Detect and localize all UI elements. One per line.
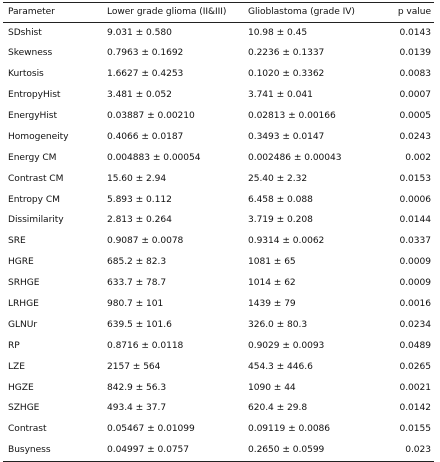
parameter-cell: Contrast CM (8, 173, 64, 184)
lower-grade-value-cell: 0.03887 ± 0.00210 (107, 110, 195, 121)
parameter-cell: RP (8, 340, 20, 351)
glioblastoma-value-cell: 326.0 ± 80.3 (248, 319, 308, 330)
table-row (3, 399, 434, 420)
p-value-cell: 0.0155 (399, 424, 431, 435)
p-value-cell: 0.0007 (399, 90, 431, 101)
parameter-cell: SDshist (8, 27, 42, 38)
lower-grade-value-cell: 0.7963 ± 0.1692 (107, 48, 184, 59)
p-value-cell: 0.0083 (399, 69, 431, 80)
glioblastoma-value-cell: 0.09119 ± 0.0086 (248, 424, 331, 435)
table-header (3, 3, 434, 23)
glioblastoma-value-cell: 1081 ± 65 (248, 257, 296, 268)
table-row (3, 85, 434, 106)
p-value-cell: 0.0337 (399, 236, 431, 247)
glioma-parameter-table (3, 2, 434, 462)
table-row (3, 169, 434, 190)
parameter-cell: SRE (8, 236, 26, 247)
lower-grade-value-cell: 1.6627 ± 0.4253 (107, 69, 184, 80)
lower-grade-value-cell: 15.60 ± 2.94 (107, 173, 167, 184)
table-row (3, 211, 434, 232)
p-value-cell: 0.0021 (399, 382, 431, 393)
p-value-cell: 0.0009 (399, 257, 431, 268)
lower-grade-value-cell: 0.4066 ± 0.0187 (107, 131, 184, 142)
lower-grade-value-cell: 0.05467 ± 0.01099 (107, 424, 195, 435)
header-glioblastoma: Glioblastoma (grade IV) (248, 6, 355, 17)
table-row (3, 64, 434, 85)
p-value-cell: 0.0009 (399, 278, 431, 289)
p-value-cell: 0.0016 (399, 298, 431, 309)
table-row (3, 273, 434, 294)
parameter-cell: Kurtosis (8, 69, 44, 80)
table-row (3, 252, 434, 273)
parameter-cell: HGZE (8, 382, 34, 393)
p-value-cell: 0.0489 (399, 340, 431, 351)
lower-grade-value-cell: 980.7 ± 101 (107, 298, 164, 309)
lower-grade-value-cell: 5.893 ± 0.112 (107, 194, 172, 205)
table-row (3, 378, 434, 399)
p-value-cell: 0.0143 (399, 27, 431, 38)
header-p-value: p value (397, 6, 431, 17)
p-value-cell: 0.0243 (399, 131, 431, 142)
parameter-cell: SRHGE (8, 278, 40, 289)
lower-grade-value-cell: 0.004883 ± 0.00054 (107, 152, 201, 163)
table-body (3, 23, 434, 462)
glioblastoma-value-cell: 10.98 ± 0.45 (248, 27, 308, 38)
p-value-cell: 0.0142 (399, 403, 431, 414)
parameter-cell: EntropyHist (8, 90, 61, 101)
parameter-cell: LZE (8, 361, 25, 372)
glioblastoma-value-cell: 0.1020 ± 0.3362 (248, 69, 325, 80)
p-value-cell: 0.0265 (399, 361, 431, 372)
header-lower-grade-glioma: Lower grade glioma (II&III) (107, 6, 227, 17)
glioblastoma-value-cell: 1090 ± 44 (248, 382, 296, 393)
glioblastoma-value-cell: 0.9029 ± 0.0093 (248, 340, 325, 351)
table-row (3, 148, 434, 169)
glioblastoma-value-cell: 0.3493 ± 0.0147 (248, 131, 325, 142)
parameter-cell: HGRE (8, 257, 34, 268)
glioblastoma-value-cell: 0.002486 ± 0.00043 (248, 152, 342, 163)
p-value-cell: 0.0153 (399, 173, 431, 184)
table-row (3, 357, 434, 378)
p-value-cell: 0.0006 (399, 194, 431, 205)
lower-grade-value-cell: 639.5 ± 101.6 (107, 319, 172, 330)
table-row (3, 440, 434, 461)
lower-grade-value-cell: 9.031 ± 0.580 (107, 27, 172, 38)
parameter-cell: Contrast (8, 424, 47, 435)
lower-grade-value-cell: 633.7 ± 78.7 (107, 278, 167, 289)
glioblastoma-value-cell: 0.2650 ± 0.0599 (248, 444, 325, 455)
lower-grade-value-cell: 0.8716 ± 0.0118 (107, 340, 184, 351)
glioblastoma-value-cell: 0.2236 ± 0.1337 (248, 48, 325, 59)
table-row (3, 23, 434, 44)
lower-grade-value-cell: 842.9 ± 56.3 (107, 382, 167, 393)
lower-grade-value-cell: 2.813 ± 0.264 (107, 215, 172, 226)
table-row (3, 127, 434, 148)
glioblastoma-value-cell: 620.4 ± 29.8 (248, 403, 308, 414)
lower-grade-value-cell: 0.04997 ± 0.0757 (107, 444, 190, 455)
p-value-cell: 0.0139 (399, 48, 431, 59)
lower-grade-value-cell: 3.481 ± 0.052 (107, 90, 172, 101)
table-row (3, 231, 434, 252)
p-value-cell: 0.0144 (399, 215, 431, 226)
glioblastoma-value-cell: 3.719 ± 0.208 (248, 215, 313, 226)
parameter-cell: Energy CM (8, 152, 57, 163)
table-row (3, 336, 434, 357)
parameter-cell: Skewness (8, 48, 53, 59)
table-row (3, 294, 434, 315)
glioblastoma-value-cell: 6.458 ± 0.088 (248, 194, 313, 205)
glioblastoma-value-cell: 1439 ± 79 (248, 298, 296, 309)
glioblastoma-value-cell: 0.02813 ± 0.00166 (248, 110, 336, 121)
parameter-cell: Homogeneity (8, 131, 69, 142)
lower-grade-value-cell: 2157 ± 564 (107, 361, 161, 372)
table-row (3, 190, 434, 211)
lower-grade-value-cell: 0.9087 ± 0.0078 (107, 236, 184, 247)
glioblastoma-value-cell: 1014 ± 62 (248, 278, 296, 289)
p-value-cell: 0.0234 (399, 319, 431, 330)
parameter-cell: Dissimilarity (8, 215, 64, 226)
glioblastoma-value-cell: 25.40 ± 2.32 (248, 173, 308, 184)
glioblastoma-value-cell: 0.9314 ± 0.0062 (248, 236, 325, 247)
p-value-cell: 0.002 (405, 152, 431, 163)
parameter-cell: SZHGE (8, 403, 40, 414)
header-row (3, 3, 434, 23)
table-row (3, 315, 434, 336)
table-row (3, 43, 434, 64)
p-value-cell: 0.023 (405, 444, 431, 455)
parameter-cell: Busyness (8, 444, 51, 455)
lower-grade-value-cell: 685.2 ± 82.3 (107, 257, 167, 268)
parameter-cell: EnergyHist (8, 110, 58, 121)
lower-grade-value-cell: 493.4 ± 37.7 (107, 403, 167, 414)
p-value-cell: 0.0005 (399, 110, 431, 121)
parameter-cell: Entropy CM (8, 194, 60, 205)
parameter-cell: GLNUr (8, 319, 38, 330)
table-row (3, 106, 434, 127)
parameter-cell: LRHGE (8, 298, 39, 309)
glioblastoma-value-cell: 3.741 ± 0.041 (248, 90, 313, 101)
header-parameter: Parameter (8, 6, 55, 17)
glioblastoma-value-cell: 454.3 ± 446.6 (248, 361, 313, 372)
